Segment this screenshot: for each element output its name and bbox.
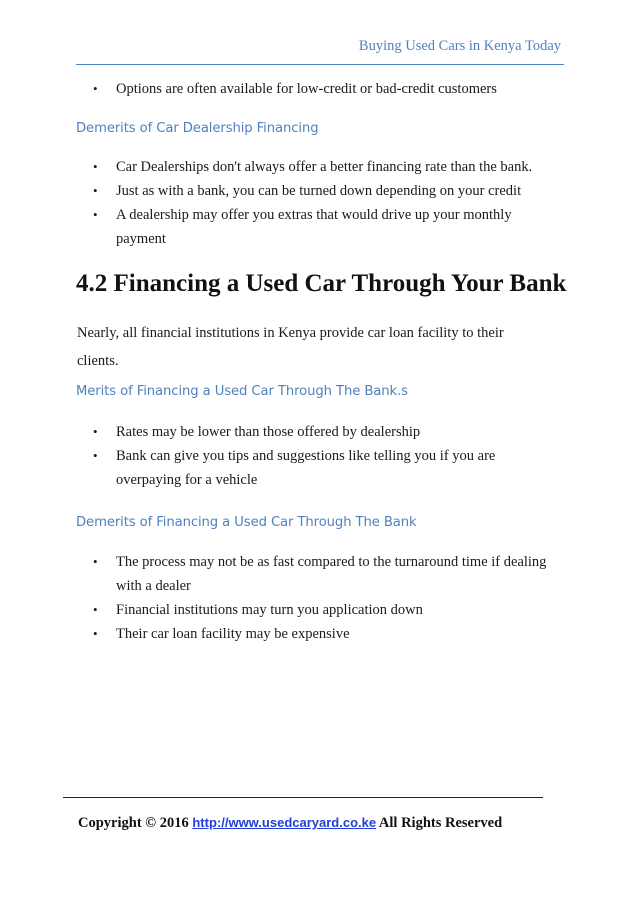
bullet-icon: • [93, 424, 98, 439]
bullet-icon: • [93, 159, 98, 174]
merits-bank-heading: Merits of Financing a Used Car Through The Bank.s [76, 384, 408, 399]
copyright-text: Copyright © 2016 [78, 815, 189, 831]
list-item: • Just as with a bank, you can be turned down depending on your credit [78, 179, 558, 203]
bullet-icon: • [93, 626, 98, 641]
rights-text: All Rights Reserved [378, 815, 503, 831]
bullet-icon: • [93, 554, 98, 569]
footer-rule [63, 797, 543, 798]
demerits-dealer-heading: Demerits of Car Dealership Financing [76, 121, 319, 136]
list-item: • Options are often available for low-credit or bad-credit customers [78, 77, 558, 101]
bullet-icon: • [93, 81, 98, 96]
header-rule [76, 64, 564, 65]
list-item: • The process may not be as fast compared to the turnaround time if dealing with a dealer [78, 550, 558, 598]
list-item: • Financial institutions may turn you application down [78, 598, 558, 622]
bullet-icon: • [93, 183, 98, 198]
bullet-icon: • [93, 602, 98, 617]
merits-bank-list [78, 420, 558, 492]
list-item: • Rates may be lower than those offered by dealership [78, 420, 558, 444]
demerits-dealer-list [78, 155, 558, 251]
footer [78, 815, 502, 832]
list-item: • Car Dealerships don't always offer a better financing rate than the bank. [78, 155, 558, 179]
bullet-icon: • [93, 207, 98, 222]
bullet-icon: • [93, 448, 98, 463]
list-item: • Their car loan facility may be expensive [78, 622, 558, 646]
page-header-title: Buying Used Cars in Kenya Today [358, 38, 561, 54]
list-item: • A dealership may offer you extras that would drive up your monthly payment [78, 203, 558, 251]
top-bullet-list [78, 77, 558, 101]
footer-link[interactable]: http://www.usedcaryard.co.ke [192, 815, 377, 830]
demerits-bank-heading: Demerits of Financing a Used Car Through The Bank [76, 515, 417, 530]
section-heading: 4.2 Financing a Used Car Through Your Bank [76, 270, 567, 297]
section-intro: Nearly, all financial institutions in Kenya provide car loan facility to their clients. [77, 325, 504, 369]
list-item: • Bank can give you tips and suggestions like telling you if you are overpaying for a vehicle [78, 444, 558, 492]
demerits-bank-list [78, 550, 558, 646]
